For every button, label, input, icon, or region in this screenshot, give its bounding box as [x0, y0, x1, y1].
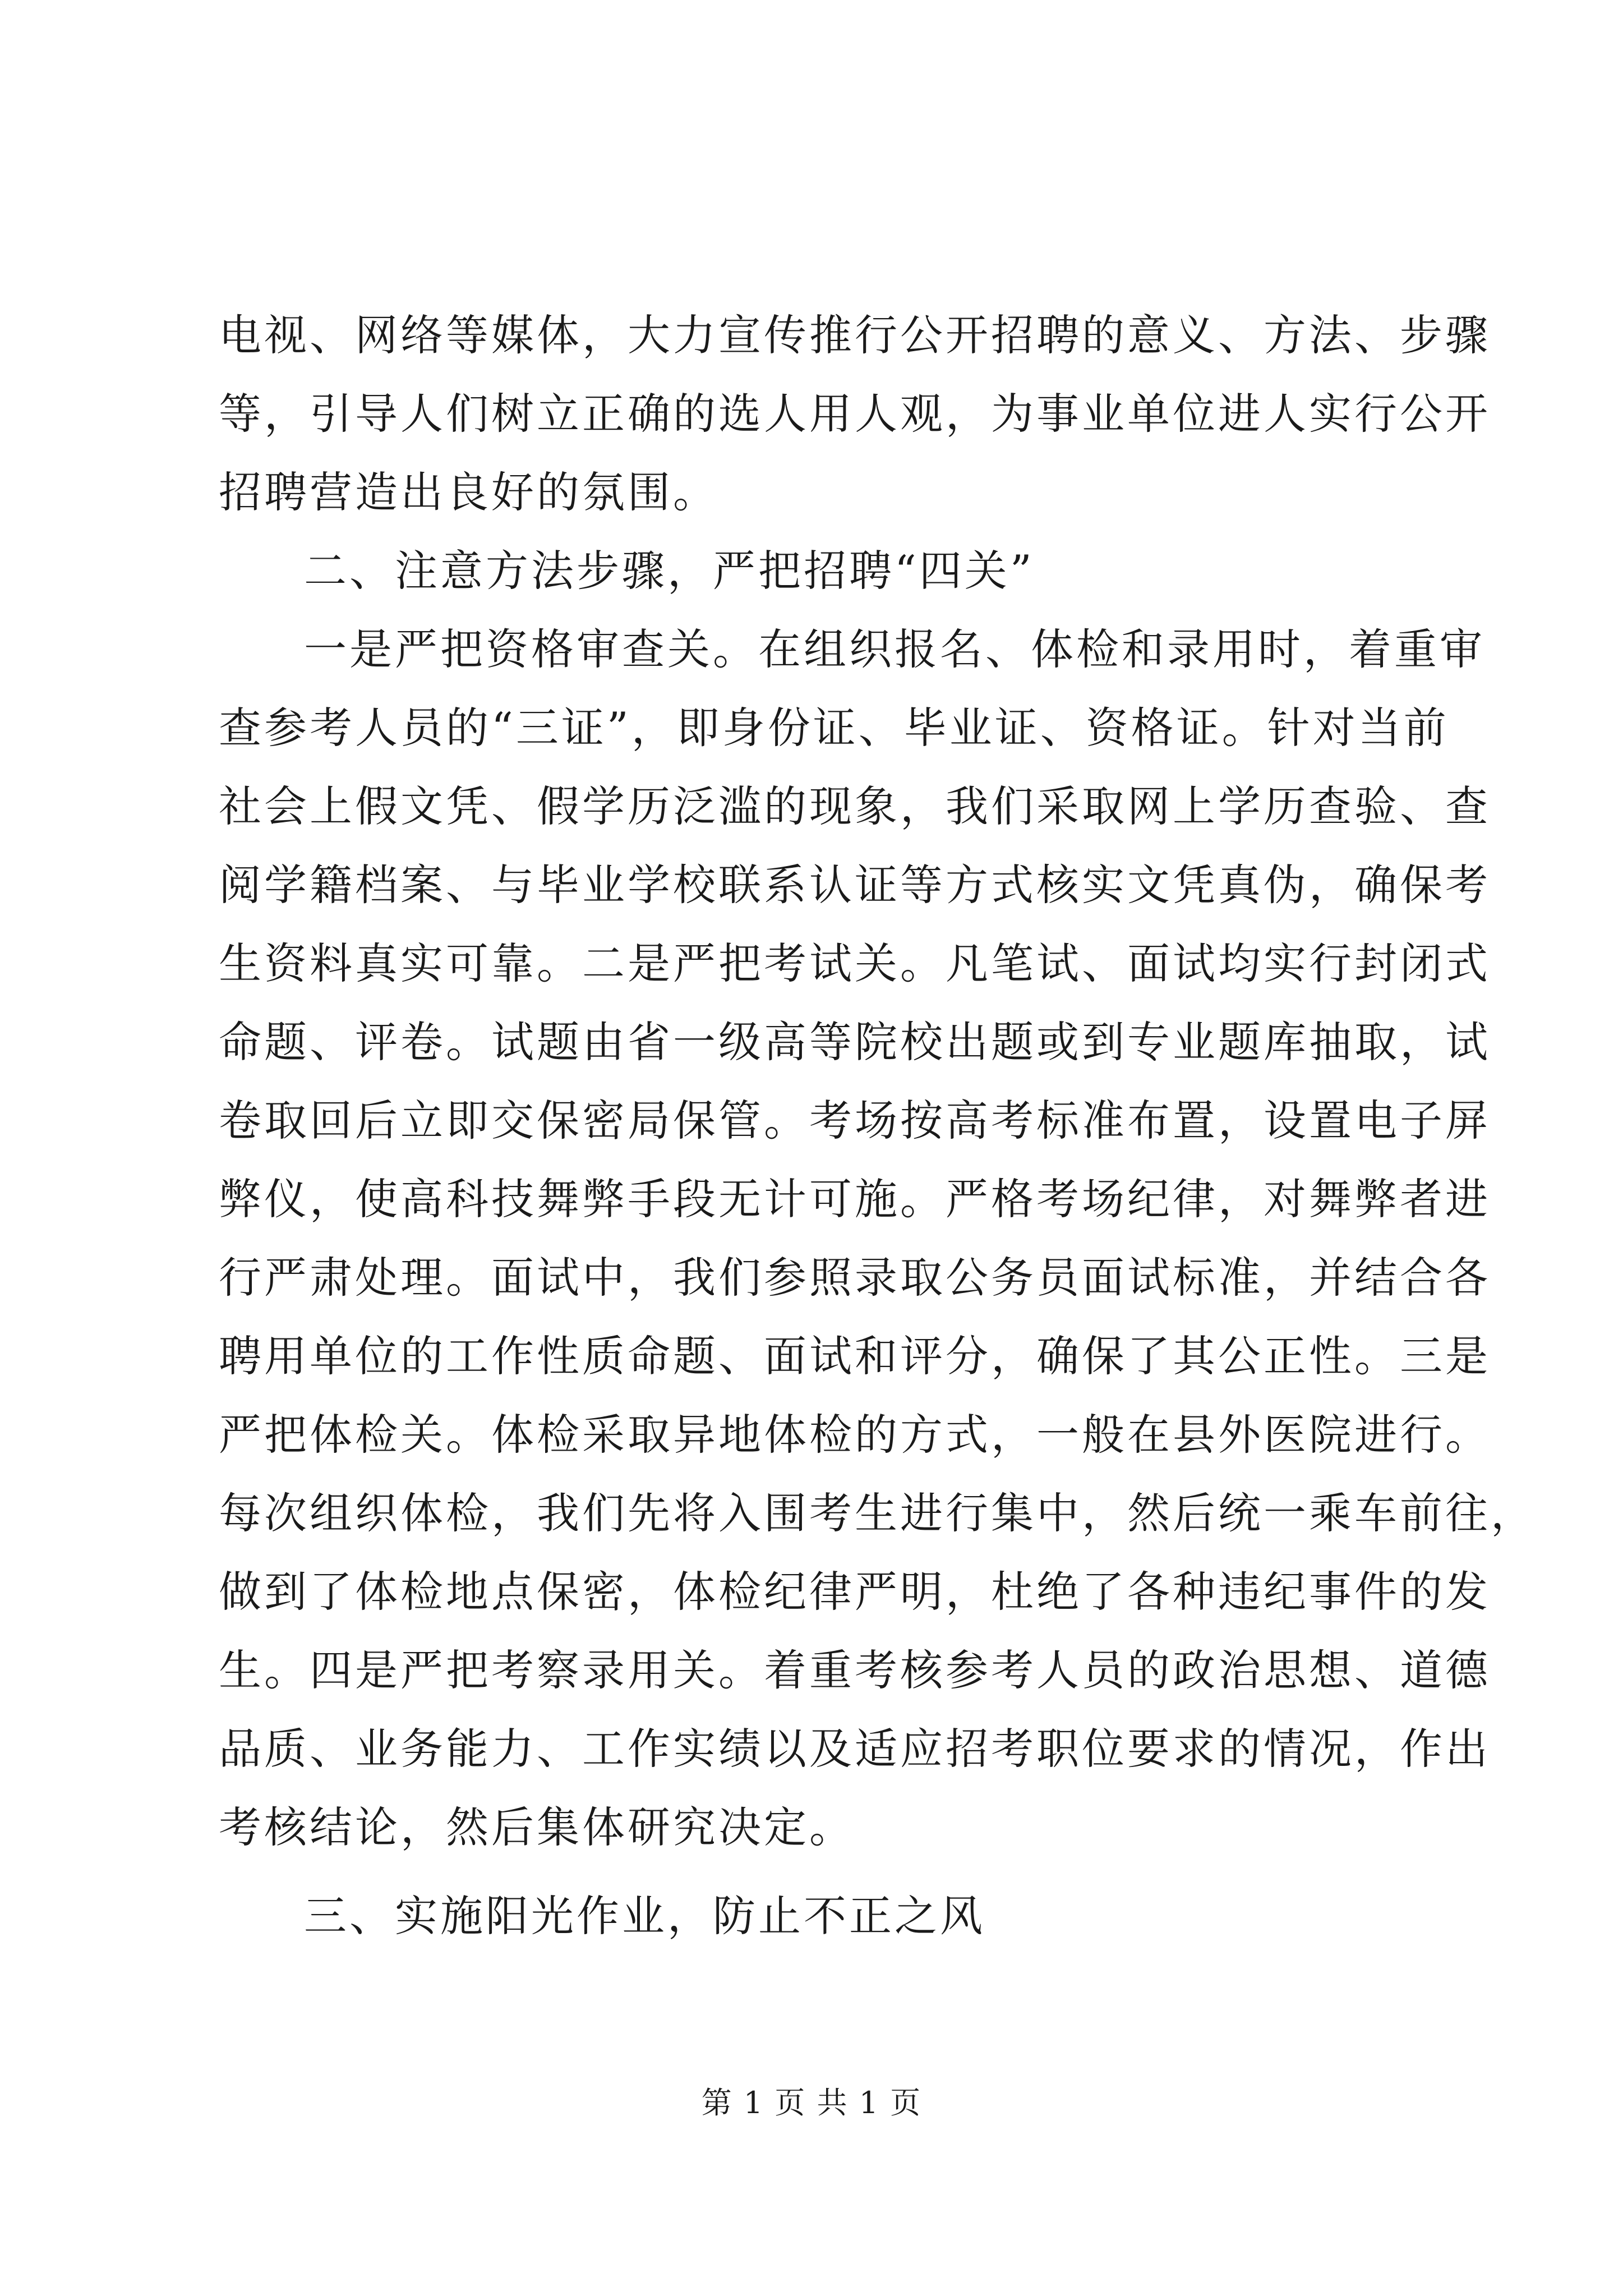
- paragraph-line-9: 生资料真实可靠。二是严把考试关。凡笔试、面试均实行封闭式: [219, 938, 1491, 988]
- paragraph-line-17: 做到了体检地点保密，体检纪律严明，杜绝了各种违纪事件的发: [219, 1567, 1491, 1617]
- section-heading-2: 二、注意方法步骤，严把招聘“四关”: [304, 546, 1035, 596]
- paragraph-line-5: 一是严把资格审查关。在组织报名、体检和录用时，着重审: [304, 624, 1485, 674]
- paragraph-line-8: 阅学籍档案、与毕业学校联系认证等方式核实文凭真伪，确保考: [219, 860, 1491, 910]
- paragraph-line-14: 聘用单位的工作性质命题、面试和评分，确保了其公正性。三是: [219, 1331, 1491, 1381]
- paragraph-line-13: 行严肃处理。面试中，我们参照录取公务员面试标准，并结合各: [219, 1253, 1491, 1303]
- paragraph-line-10: 命题、评卷。试题由省一级高等院校出题或到专业题库抽取，试: [219, 1017, 1491, 1067]
- paragraph-line-12: 弊仪，使高科技舞弊手段无计可施。严格考场纪律，对舞弊者进: [219, 1174, 1491, 1224]
- paragraph-line-11: 卷取回后立即交保密局保管。考场按高考标准布置，设置电子屏: [219, 1096, 1491, 1145]
- page-footer: 第 1 页 共 1 页: [701, 2085, 922, 2120]
- paragraph-line-16: 每次组织体检，我们先将入围考生进行集中，然后统一乘车前往，: [219, 1488, 1536, 1538]
- paragraph-line-18: 生。四是严把考察录用关。着重考核参考人员的政治思想、道德: [219, 1645, 1491, 1695]
- paragraph-line-19: 品质、业务能力、工作实绩以及适应招考职位要求的情况，作出: [219, 1724, 1491, 1774]
- paragraph-line-15: 严把体检关。体检采取异地体检的方式，一般在县外医院进行。: [219, 1410, 1491, 1460]
- paragraph-line-7: 社会上假文凭、假学历泛滥的现象，我们采取网上学历查验、查: [219, 781, 1491, 831]
- section-heading-3: 三、实施阳光作业，防止不正之风: [304, 1891, 985, 1941]
- paragraph-line-2: 等，引导人们树立正确的选人用人观，为事业单位进人实行公开: [219, 389, 1491, 439]
- paragraph-line-3: 招聘营造出良好的氛围。: [219, 467, 718, 517]
- paragraph-line-6: 查参考人员的“三证”，即身份证、毕业证、资格证。针对当前: [219, 703, 1449, 753]
- paragraph-line-1: 电视、网络等媒体，大力宣传推行公开招聘的意义、方法、步骤: [219, 310, 1491, 360]
- paragraph-line-20: 考核结论，然后集体研究决定。: [219, 1802, 855, 1852]
